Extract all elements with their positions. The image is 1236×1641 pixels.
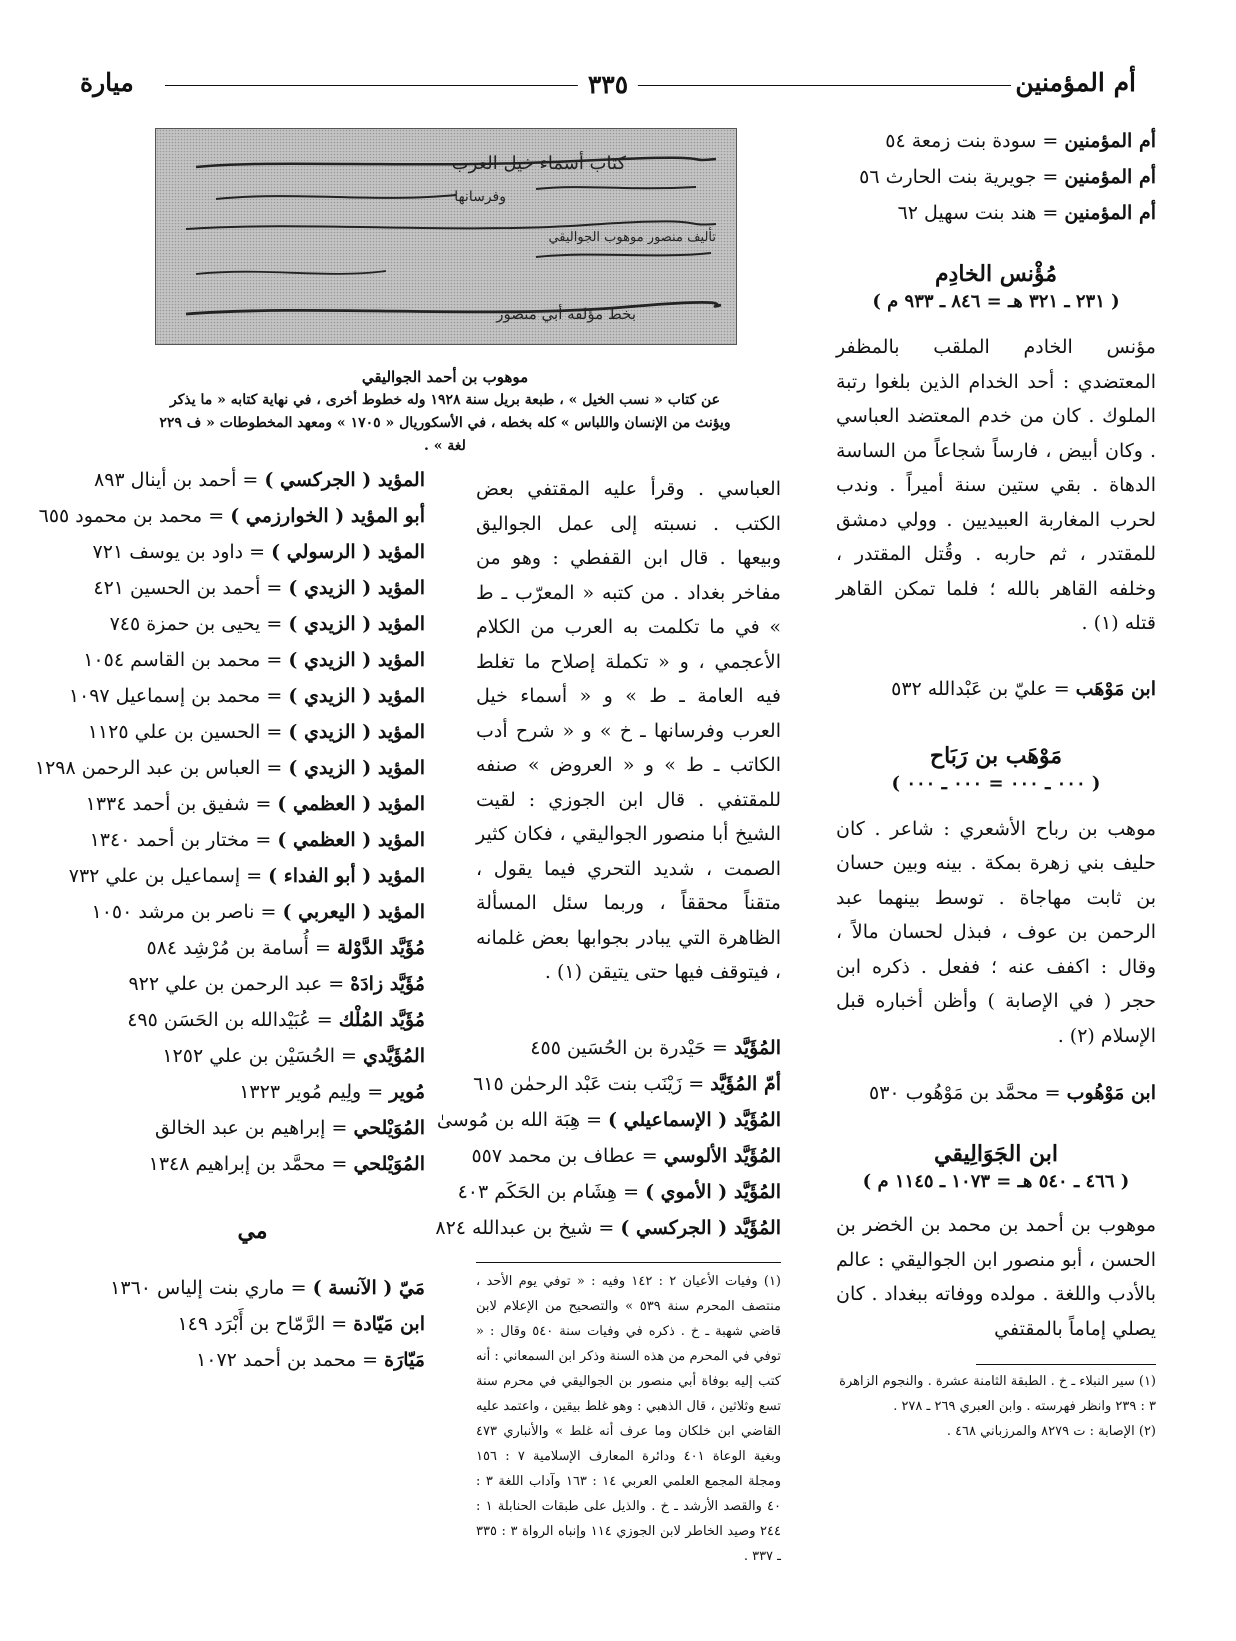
ref-term: ابن مَيّادة	[353, 1313, 425, 1335]
cross-reference	[80, 966, 425, 1002]
cross-reference	[471, 1138, 781, 1174]
ref-term: المؤيد ( العظمي )	[277, 793, 425, 815]
manuscript-line-2: وفرسانها	[454, 189, 506, 205]
cross-reference	[80, 1306, 425, 1342]
cross-reference	[436, 1102, 781, 1138]
cross-reference	[34, 750, 425, 786]
image-caption	[150, 366, 740, 458]
cross-reference	[80, 930, 425, 966]
ref-target: = ماري بنت إلياس ١٣٦٠	[110, 1277, 307, 1299]
cross-reference-list	[34, 462, 425, 1182]
ref-term: أم المؤمنين	[1064, 130, 1156, 152]
footnote-rule	[476, 1262, 781, 1263]
cross-reference	[80, 462, 425, 498]
ref-term: مَيّارَة	[384, 1349, 425, 1371]
ref-target: = عطاف بن محمد ٥٥٧	[471, 1144, 658, 1167]
ref-term: المُؤَيَّد الألوسي	[663, 1144, 781, 1167]
manuscript-illustration	[156, 129, 736, 344]
column-right	[836, 123, 1156, 1444]
cross-reference-list	[435, 1030, 781, 1246]
ref-target: = محمَّد بن مَوْهُوب ٥٣٠	[869, 1082, 1061, 1104]
ref-term: مُؤَيَّد زادَهْ	[350, 973, 425, 995]
ref-term: أم المؤمنين	[1064, 166, 1156, 188]
entry-title-munis: مُؤْنس الخادِم	[934, 261, 1058, 287]
ref-target: = ولِيم مُوير ١٣٢٣	[239, 1081, 384, 1103]
ref-term: ابن مَوْهَب	[1075, 677, 1156, 700]
cross-reference	[80, 642, 425, 678]
cross-reference	[836, 159, 1156, 195]
header-running-title: أم المؤمنين	[1015, 68, 1136, 97]
entry-body-jawaliqi-continued: العباسي . وقرأ عليه المقتفي بعض الكتب . نسبته إلى عمل الجواليق وبيعها . قال ابن القفطي : وهو من مفاخر بغداد . من كتبه « المعرّب ـ ط » في ما تكلمت به العرب من الكلام الأعجمي ، و « تكملة إصلاح ما تغلط فيه العامة ـ ط » و « أسماء خيل العرب وفرسانها ـ خ » و « شرح أدب الكاتب ـ ط » و « العروض » صنفه للمقتفي . قال ابن الجوزي : لقيت الشيخ أبا منصور الجواليقي ، فكان كثير الصمت ، شديد التحري فيما يقول ، متقناً محققاً ، وربما سئل المسألة الظاهرة التي يبادر بجوابها بعض غلمانه ، فيتوقف فيها حتى يتيقن (١) .	[476, 478, 781, 983]
cross-reference	[80, 1146, 425, 1182]
ref-target: = محمد بن إسماعيل ١٠٩٧	[68, 685, 283, 707]
ref-target: = سودة بنت زمعة ٥٤	[885, 130, 1059, 152]
ref-term: المُؤَيَّد ( الجركسي )	[620, 1216, 781, 1239]
cross-reference	[80, 1002, 425, 1038]
manuscript-line-3: تأليف منصور موهوب الجواليقي	[548, 230, 716, 245]
ref-target: = هِشَام بن الحَكَم ٤٠٣	[457, 1180, 640, 1203]
ref-target: = هِبَة الله بن مُوسىٰ	[436, 1108, 602, 1131]
cross-reference	[80, 570, 425, 606]
ref-term: المؤيد ( أبو الفداء )	[268, 865, 425, 887]
cross-reference	[68, 858, 425, 894]
footnote-1: (١) سير النبلاء ـ خ . الطبقة الثامنة عشرة . والنجوم الزاهرة ٣ : ٢٣٩ وانظر فهرسته . وابن العبري ٢٦٩ ـ ٢٧٨ .	[839, 1374, 1156, 1414]
ref-term: المؤيد ( الزيدي )	[288, 685, 425, 707]
ref-term: المؤيد ( الجركسي )	[264, 469, 425, 491]
ref-target: = ناصر بن مرشد ١٠٥٠	[91, 901, 277, 923]
cross-reference	[80, 894, 425, 930]
entry-title-mawhab: مَوْهَب بن رَبَاح	[929, 742, 1063, 769]
cross-reference	[80, 1270, 425, 1306]
entry-dates-mawhab: ( ٠٠٠ ـ ٠٠٠ = ٠٠٠ ـ ٠٠٠ )	[891, 772, 1101, 794]
ref-target: = محمد بن محمود ٦٥٥	[38, 505, 225, 527]
ref-target: = محمَّد بن إبراهيم ١٣٤٨	[148, 1153, 348, 1175]
ref-target: = شفيق بن أحمد ١٣٣٤	[85, 793, 272, 815]
column-left	[34, 462, 425, 1378]
ref-target: = عُبَيْدالله بن الحَسَن ٤٩٥	[127, 1009, 333, 1031]
footnote-rule	[976, 1364, 1156, 1365]
ref-target: = هند بنت سهيل ٦٢	[897, 202, 1059, 224]
ref-target: = جويرية بنت الحارث ٥٦	[859, 166, 1059, 188]
ref-target: = الرَّمّاح بن أَبْرَد ١٤٩	[177, 1313, 348, 1335]
cross-reference	[80, 1038, 425, 1074]
page-header	[80, 68, 1136, 98]
ref-target: = الحُسَيْن بن علي ١٢٥٢	[162, 1045, 357, 1067]
ref-term: المُؤَيَّد ( الأموي )	[645, 1180, 781, 1203]
cross-reference-list	[80, 1270, 425, 1378]
caption-text: عن كتاب « نسب الخيل » ، طبعة بريل سنة ١٩٢٨ وله خطوط أخرى ، في نهاية كتابه « ما يذكر ويؤنث من الإنسان واللباس » كله بخطه ، في الأسكوريال « ١٧٠٥ » ومعهد المخطوطات « ف ٢٢٩ لغة » .	[159, 392, 731, 454]
cross-reference	[80, 1342, 425, 1378]
cross-reference	[80, 822, 425, 858]
ref-target: = العباس بن عبد الرحمن ١٢٩٨	[34, 757, 283, 779]
cross-reference	[38, 498, 425, 534]
ref-term: أمّ المُؤَيَّد	[710, 1072, 781, 1095]
cross-reference	[457, 1174, 781, 1210]
ref-term: مَيّ ( الآنسة )	[312, 1277, 425, 1299]
header-last-entry: ميارة	[80, 68, 134, 97]
entry-title-jawaliqi: ابن الجَوَالِيقي	[934, 1141, 1058, 1167]
ref-target: = أُسامة بن مُرْشِد ٥٨٤	[146, 937, 331, 959]
cross-reference-ibn-mawhab	[836, 671, 1156, 707]
manuscript-line-1: كتاب أسماء خيل العرب	[451, 153, 626, 174]
ref-term: ابن مَوْهُوب	[1066, 1082, 1156, 1104]
ref-term: المُوَيْلحي	[353, 1117, 425, 1139]
ref-term: المؤيد ( العظمي )	[277, 829, 425, 851]
ref-target: = عبد الرحمن بن علي ٩٢٢	[128, 973, 345, 995]
ref-target: = الحسين بن علي ١١٢٥	[87, 721, 283, 743]
cross-reference	[836, 123, 1156, 159]
entry-body-mawhab: موهب بن رباح الأشعري : شاعر . كان حليف بني زهرة بمكة . بينه وبين حسان بن ثابت مهاجاة . توسط بينهما عبد الرحمن بن عوف ، فبذل لحسان مالاً ، وقال : اكفف عنه ؛ ففعل . ذكره ابن حجر ( في الإصابة ) وأظن أخباره قبل الإسلام (٢) .	[836, 817, 1156, 1047]
ref-target: = داود بن يوسف ٧٢١	[92, 541, 266, 563]
ref-target: = إسماعيل بن علي ٧٣٢	[68, 865, 263, 887]
cross-reference	[473, 1066, 781, 1102]
ref-term: مُوير	[389, 1081, 425, 1103]
ref-term: المؤيد ( الزيدي )	[288, 613, 425, 635]
cross-reference-ibn-mawhub	[836, 1075, 1156, 1111]
cross-reference	[836, 195, 1156, 231]
footnote-2: (٢) الإصابة : ت ٨٢٧٩ والمرزباني ٤٦٨ .	[946, 1424, 1156, 1439]
ref-target: = أحمد بن الحسين ٤٢١	[93, 577, 283, 599]
ref-term: المُؤَيَّدي	[362, 1045, 425, 1067]
manuscript-line-4: بخط مؤلفه أبي منصور	[496, 305, 636, 323]
cross-reference	[435, 1210, 781, 1246]
ref-target: = يحيى بن حمزة ٧٤٥	[109, 613, 283, 635]
ref-term: المؤيد ( الزيدي )	[288, 649, 425, 671]
cross-reference	[80, 714, 425, 750]
ref-term: المؤيد ( الزيدي )	[288, 577, 425, 599]
entry-body-munis: مؤنس الخادم الملقب بالمظفر المعتضدي : أحد الخدام الذين بلغوا رتبة الملوك . كان من خدم المعتضد العباسي . وكان أبيض ، فارساً شجاعاً من الساسة الدهاة . بقي ستين سنة أميراً . وندب لحرب المغاربة العبيديين . وولي دمشق للمقتدر ، ثم حاربه . وقُتل المقتدر ، وخلفه القاهر بالله ؛ فلما تمكن القاهر قتله (١) .	[836, 336, 1156, 634]
ref-target: = محمد بن القاسم ١٠٥٤	[83, 649, 283, 671]
ref-term: المُؤَيَّد	[733, 1036, 781, 1059]
ref-target: = أحمد بن أينال ٨٩٣	[94, 469, 259, 491]
column-middle	[435, 472, 781, 1569]
ref-term: المؤيد ( الرسولي )	[271, 541, 425, 563]
ref-target: = عليّ بن عَبْدالله ٥٣٢	[891, 677, 1070, 700]
cross-reference	[80, 1074, 425, 1110]
section-heading: مي	[237, 1218, 268, 1244]
cross-reference	[80, 606, 425, 642]
ref-target: = إبراهيم بن عبد الخالق	[155, 1117, 348, 1139]
ref-term: مُؤَيَّد الدَّوْلة	[336, 937, 425, 959]
ref-target: = حَيْدرة بن الحُسَين ٤٥٥	[530, 1036, 728, 1059]
ref-term: المؤيد ( الزيدي )	[288, 721, 425, 743]
cross-reference-list	[836, 123, 1156, 231]
ref-target: = محمد بن أحمد ١٠٧٢	[196, 1349, 379, 1371]
ref-term: المُوَيْلحي	[353, 1153, 425, 1175]
caption-title: موهوب بن أحمد الجواليقي	[361, 368, 529, 386]
ref-term: مُؤَيَّد المُلْك	[338, 1009, 425, 1031]
ref-term: المؤيد ( اليعربي )	[282, 901, 425, 923]
manuscript-image	[155, 128, 737, 345]
ref-target: = مختار بن أحمد ١٣٤٠	[89, 829, 272, 851]
cross-reference	[476, 1030, 781, 1066]
cross-reference	[68, 678, 425, 714]
ref-target: = زَيْنَب بنت عَبْد الرحمٰن ٦١٥	[473, 1072, 705, 1095]
ref-target: = شيخ بن عبدالله ٨٢٤	[435, 1216, 615, 1239]
cross-reference	[80, 786, 425, 822]
ref-term: أبو المؤيد ( الخوارزمي )	[230, 505, 425, 527]
page-number: ٣٣٥	[578, 70, 638, 99]
entry-body-jawaliqi: موهوب بن أحمد بن محمد بن الخضر بن الحسن ، أبو منصور ابن الجواليقي : عالم بالأدب واللغة . مولده ووفاته ببغداد . كان يصلي إماماً بالمقتفي	[836, 1214, 1156, 1340]
ref-term: أم المؤمنين	[1064, 202, 1156, 224]
entry-dates-jawaliqi: ( ٤٦٦ ـ ٥٤٠ هـ = ١٠٧٣ ـ ١١٤٥ م )	[862, 1171, 1130, 1192]
ref-term: المؤيد ( الزيدي )	[288, 757, 425, 779]
cross-reference	[80, 1110, 425, 1146]
entry-dates-munis: ( ٢٣١ ـ ٣٢١ هـ = ٨٤٦ ـ ٩٣٣ م )	[872, 291, 1120, 312]
footnote-1: (١) وفيات الأعيان ٢ : ١٤٢ وفيه : « توفي يوم الأحد ، منتصف المحرم سنة ٥٣٩ » والتصحيح من الإعلام لابن قاضي شهبة ـ خ . ذكره في وفيات سنة ٥٤٠ وقال : « توفي في المحرم من هذه السنة وذكر ابن السمعاني : أنه كتب إليه بوفاة أبي منصور بن الجواليقي في محرم سنة تسع وثلاثين ، قال الذهبي : وهو غلط بيقين ، واعتمد عليه القاضي ابن خلكان وما عرف أنه غلط » والأنباري ٤٧٣ وبغية الوعاة ٤٠١ ودائرة المعارف الإسلامية ٧ : ١٥٦ ومجلة المجمع العلمي العربي ١٤ : ١٦٣ وآداب اللغة ٣ : ٤٠ والقصد الأرشد ـ خ . والذيل على طبقات الحنابلة ١ : ٢٤٤ وصيد الخاطر لابن الجوزي ١١٤ وإنباه الرواة ٣ : ٣٣٥ ـ ٣٣٧ .	[476, 1273, 781, 1564]
ref-term: المُؤَيَّد ( الإسماعيلي )	[608, 1108, 781, 1131]
cross-reference	[80, 534, 425, 570]
